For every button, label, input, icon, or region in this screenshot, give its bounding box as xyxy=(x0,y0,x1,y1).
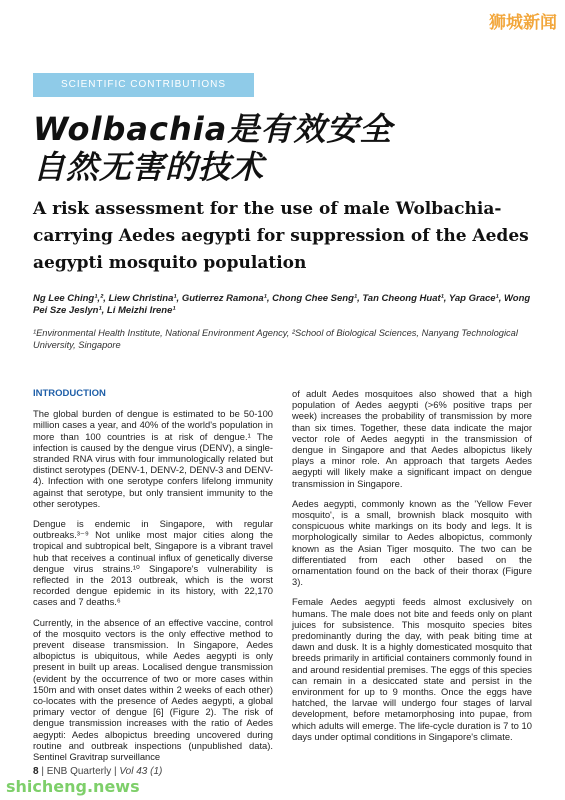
left-column xyxy=(33,388,273,771)
affiliations: ¹Environmental Health Institute, National Environment Agency, ²School of Biological Sciences, Nanyang Technological University, Singapore xyxy=(33,328,518,350)
title-line-1: Wolbachia是有效安全 xyxy=(33,110,393,148)
paragraph: Dengue is endemic in Singapore, with regular outbreaks.³⁻⁹ Not unlike most major cities along the tropical and subtropical belt, Singapore is a vibrant travel hub that receives a continual influx of genetically diverse dengue virus strains.¹⁰ Singapore's vulnerability is reflected in the 2013 outbreak, which is the worst recorded dengue epidemic in its history, with 22,170 cases and 7 deaths.⁶ xyxy=(33,518,273,608)
journal-name: ENB Quarterly xyxy=(46,766,112,777)
volume-info: Vol 43 (1) xyxy=(119,766,163,777)
footer-separator: | xyxy=(113,766,120,777)
article-subtitle: A risk assessment for the use of male Wolbachia-carrying Aedes aegypti for suppression of the Aedes aegypti mosquito population xyxy=(33,199,529,273)
page-title xyxy=(33,110,533,186)
page-footer xyxy=(33,766,162,777)
footer-separator: | xyxy=(41,766,47,777)
page-number: 8 xyxy=(33,766,39,777)
section-heading: INTRODUCTION xyxy=(33,388,106,399)
watermark-bottom: shicheng.news xyxy=(6,777,140,796)
section-tag: SCIENTIFIC CONTRIBUTIONS xyxy=(33,73,254,97)
title-line-2: 自然无害的技术 xyxy=(33,148,265,186)
right-column xyxy=(292,388,532,751)
paragraph: of adult Aedes mosquitoes also showed that a high population of Aedes aegypti (>6% positive traps per week) increases the probability of transmission by more than six times. Together, these data indicate the major vector role of Aedes aegypti in the transmission of dengue in Singapore and that Aedes albopictus likely plays a minor role. An approach that targets Aedes aegypti will likely make a significant impact on dengue transmission in Singapore. xyxy=(292,388,532,489)
paragraph: The global burden of dengue is estimated to be 50-100 million cases a year, and 40% of the world's population in more than 100 countries is at risk of dengue.¹ The infection is caused by the dengue virus (DENV), a single-stranded RNA virus with four immunologically related but distinct serotypes (DENV-1, DENV-2, DENV-3 and DENV-4). Infection with one serotype confers lifelong immunity against that serotype, but only transient immunity to the other serotypes. xyxy=(33,408,273,509)
author-list: Ng Lee Ching¹,², Liew Christina¹, Gutierrez Ramona¹, Chong Chee Seng¹, Tan Cheong Huat¹, Yap Grace¹, Wong Pei Sze Jeslyn¹, Li Meizhi Irene¹ xyxy=(33,293,531,316)
watermark-top: 狮城新闻 xyxy=(489,13,557,33)
paragraph: Female Aedes aegypti feeds almost exclusively on humans. The male does not bite and feeds only on plant juices for subsistence. This mosquito species bites predominantly during the day, with peak biting time at dawn and dusk. It is a highly domesticated mosquito that breeds primarily in artificial containers commonly found in and around residential premises. The eggs of this species can remain in a desiccated state and persist in the environment for up to 9 months. Once the eggs have hatched, the larvae will undergo four stages of larval development, before metamorphosing into pupae, from which adults will emerge. The life-cycle duration is 7 to 10 days under optimal conditions in Singapore's climate. xyxy=(292,596,532,742)
paragraph: Aedes aegypti, commonly known as the 'Yellow Fever mosquito', is a small, brownish black mosquito with conspicuous white markings on its body and legs. It is morphologically similar to Aedes albopictus, commonly known as the Asian Tiger mosquito. The two can be differentiated from each other based on the ornamentation found on the back of their thorax (Figure 3). xyxy=(292,497,532,588)
paragraph: Currently, in the absence of an effective vaccine, control of the mosquito vectors is the only effective method to prevent disease transmission. In Singapore, Aedes albopictus is ubiquitous, while Aedes aegypti is only present in built up areas. Localised dengue transmission (evident by the occurrence of two or more cases within 150m and with onset dates within 2 weeks of each other) co-locates with the presence of Aedes aegypti, a global primary vector of dengue [6] (Figure 2). The risk of dengue transmission increases with the ratio of Aedes aegypti: Aedes albopictus breeding uncovered during routine and outbreak inspections (unpublished data). Sentinel Gravitrap surveillance xyxy=(33,616,273,763)
